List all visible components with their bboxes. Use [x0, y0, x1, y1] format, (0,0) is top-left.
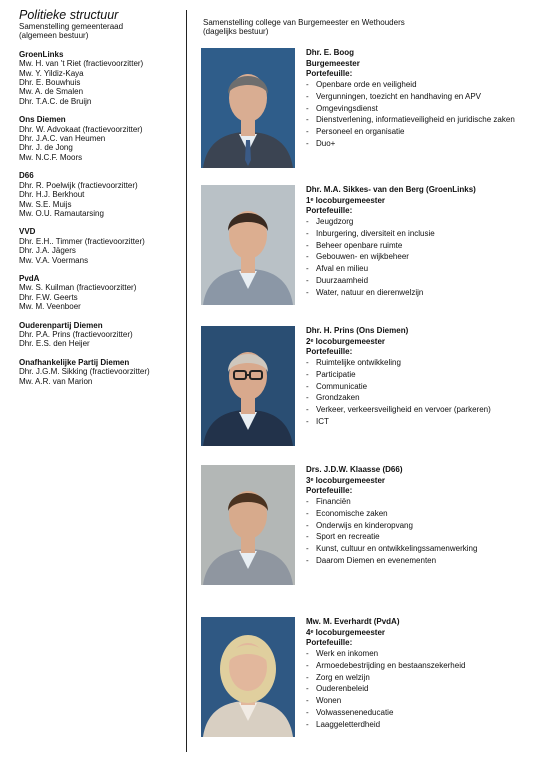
council-member: Dhr. J.A.C. van Heumen [19, 134, 106, 144]
council-member: Dhr. E.S. den Heijer [19, 339, 90, 349]
portfolio-item: - Jeugdzorg [306, 217, 526, 228]
portfolio-item: - Economische zaken [306, 509, 526, 520]
party-name: VVD [19, 227, 36, 237]
portfolio-item: - Werk en inkomen [306, 649, 526, 660]
portfolio-list [306, 497, 526, 567]
portfolio-item: - Participatie [306, 370, 526, 381]
portfolio-item: - Sport en recreatie [306, 532, 526, 543]
member-role: Burgemeester [306, 58, 360, 68]
council-member: Dhr. E. Bouwhuis [19, 78, 81, 88]
council-member: Mw. A.R. van Marion [19, 376, 93, 386]
portfolio-item: - Daarom Diemen en evenementen [306, 556, 526, 567]
portfolio-label: Portefeuille: [306, 69, 353, 79]
portfolio-list [306, 358, 526, 428]
member-info [306, 617, 526, 732]
portfolio-item: - Wonen [306, 696, 526, 707]
council-member: Dhr. J.G.M. Sikking (fractievoorzitter) [19, 367, 150, 377]
member-role: 2ᵉ locoburgemeester [306, 336, 386, 346]
council-member: Dhr. R. Poelwijk (fractievoorzitter) [19, 180, 138, 190]
council-member: Mw. V.A. Voermans [19, 255, 89, 265]
member-name: Mw. M. Everhardt (PvdA) [306, 617, 400, 626]
portfolio-item: - Beheer openbare ruimte [306, 241, 526, 252]
member-info [306, 48, 526, 151]
portfolio-label: Portefeuille: [306, 638, 353, 648]
council-member: Mw. Y. Yildiz-Kaya [19, 68, 84, 78]
portrait-photo [201, 185, 295, 305]
portfolio-label: Portefeuille: [306, 347, 353, 357]
portrait-photo [201, 48, 295, 168]
portfolio-item: - Duo+ [306, 139, 526, 150]
portfolio-item: - Afval en milieu [306, 264, 526, 275]
portfolio-item: - Gebouwen- en wijkbeheer [306, 252, 526, 263]
council-member: Dhr. J.A. Jägers [19, 246, 76, 256]
party-name: PvdA [19, 273, 40, 283]
member-role: 1ᵉ locoburgemeester [306, 195, 386, 205]
party-block [19, 50, 179, 106]
portrait [201, 326, 295, 446]
portrait-photo [201, 326, 295, 446]
council-member: Dhr. F.W. Geerts [19, 292, 78, 302]
council-member: Mw. O.U. Ramautarsing [19, 208, 104, 218]
portrait [201, 617, 295, 737]
portfolio-item: - Dienstverlening, informatieveiligheid en juridische zaken [306, 115, 526, 126]
portrait [201, 465, 295, 585]
council-member: Dhr. T.A.C. de Bruijn [19, 96, 92, 106]
council-member: Mw. M. Veenboer [19, 302, 81, 312]
member-role: 3ᵉ locoburgemeester [306, 475, 386, 485]
member-name: Dhr. M.A. Sikkes- van den Berg (GroenLinks) [306, 185, 476, 194]
party-block [19, 358, 179, 386]
member-info [306, 465, 526, 568]
party-block [19, 171, 179, 218]
portfolio-list [306, 649, 526, 731]
college-header [203, 18, 503, 37]
council-member: Mw. S.E. Muijs [19, 199, 72, 209]
portfolio-item: - Financiën [306, 497, 526, 508]
portrait-photo [201, 465, 295, 585]
council-member: Mw. H. van 't Riet (fractievoorzitter) [19, 59, 144, 69]
council-member: Mw. S. Kuilman (fractievoorzitter) [19, 283, 137, 293]
column-divider [186, 10, 187, 752]
council-member: Dhr. W. Advokaat (fractievoorzitter) [19, 124, 143, 134]
portfolio-list [306, 217, 526, 299]
council-column [19, 8, 179, 386]
portfolio-item: - Armoedebestrijding en bestaanszekerheid [306, 661, 526, 672]
council-subtitle: Samenstelling gemeenteraad [19, 22, 124, 31]
portfolio-item: - Ouderenbeleid [306, 684, 526, 695]
portfolio-item: - Onderwijs en kinderopvang [306, 521, 526, 532]
portrait [201, 48, 295, 168]
portfolio-item: - Ruimtelijke ontwikkeling [306, 358, 526, 369]
portfolio-item: - Water, natuur en dierenwelzijn [306, 288, 526, 299]
member-info [306, 326, 526, 429]
member-info [306, 185, 526, 300]
portfolio-item: - Verkeer, verkeersveiligheid en vervoer (parkeren) [306, 405, 526, 416]
council-member: Dhr. P.A. Prins (fractievoorzitter) [19, 329, 133, 339]
party-block [19, 321, 179, 349]
college-subtitle: (dagelijks bestuur) [203, 27, 269, 37]
party-name: Ouderenpartij Diemen [19, 320, 103, 330]
party-name: Onafhankelijke Partij Diemen [19, 357, 130, 367]
member-role: 4ᵉ locoburgemeester [306, 627, 386, 637]
party-block [19, 227, 179, 265]
party-name: GroenLinks [19, 49, 64, 59]
council-member: Dhr. J. de Jong [19, 143, 73, 153]
party-list [19, 50, 179, 386]
council-member: Dhr. E.H.. Timmer (fractievoorzitter) [19, 236, 145, 246]
party-block [19, 274, 179, 312]
portrait-photo [201, 617, 295, 737]
portfolio-item: - Duurzaamheid [306, 276, 526, 287]
council-member: Dhr. H.J. Berkhout [19, 190, 85, 200]
portfolio-list [306, 80, 526, 150]
portfolio-label: Portefeuille: [306, 206, 353, 216]
party-name: Ons Diemen [19, 115, 66, 125]
council-member: Mw. A. de Smalen [19, 87, 84, 97]
portfolio-item: - Omgevingsdienst [306, 104, 526, 115]
portfolio-item: - Inburgering, diversiteit en inclusie [306, 229, 526, 240]
portfolio-item: - Zorg en welzijn [306, 673, 526, 684]
portfolio-item: - Kunst, cultuur en ontwikkelingssamenwerking [306, 544, 526, 555]
college-title: Samenstelling college van Burgemeester en Wethouders [203, 18, 405, 27]
portfolio-label: Portefeuille: [306, 486, 353, 496]
portfolio-item: - Laaggeletterdheid [306, 720, 526, 731]
page-title: Politieke structuur [19, 8, 119, 22]
member-name: Dhr. E. Boog [306, 48, 354, 57]
portfolio-item: - Volwasseneneducatie [306, 708, 526, 719]
portrait [201, 185, 295, 305]
portfolio-item: - Grondzaken [306, 393, 526, 404]
council-member: Mw. N.C.F. Moors [19, 152, 83, 162]
portfolio-item: - Openbare orde en veiligheid [306, 80, 526, 91]
party-block [19, 115, 179, 162]
portfolio-item: - Communicatie [306, 382, 526, 393]
party-name: D66 [19, 171, 34, 181]
portfolio-item: - Personeel en organisatie [306, 127, 526, 138]
member-name: Dhr. H. Prins (Ons Diemen) [306, 326, 409, 335]
council-subtitle-note: (algemeen bestuur) [19, 31, 89, 41]
member-name: Drs. J.D.W. Klaasse (D66) [306, 465, 403, 474]
portfolio-item: - ICT [306, 417, 526, 428]
portfolio-item: - Vergunningen, toezicht en handhaving en APV [306, 92, 526, 103]
